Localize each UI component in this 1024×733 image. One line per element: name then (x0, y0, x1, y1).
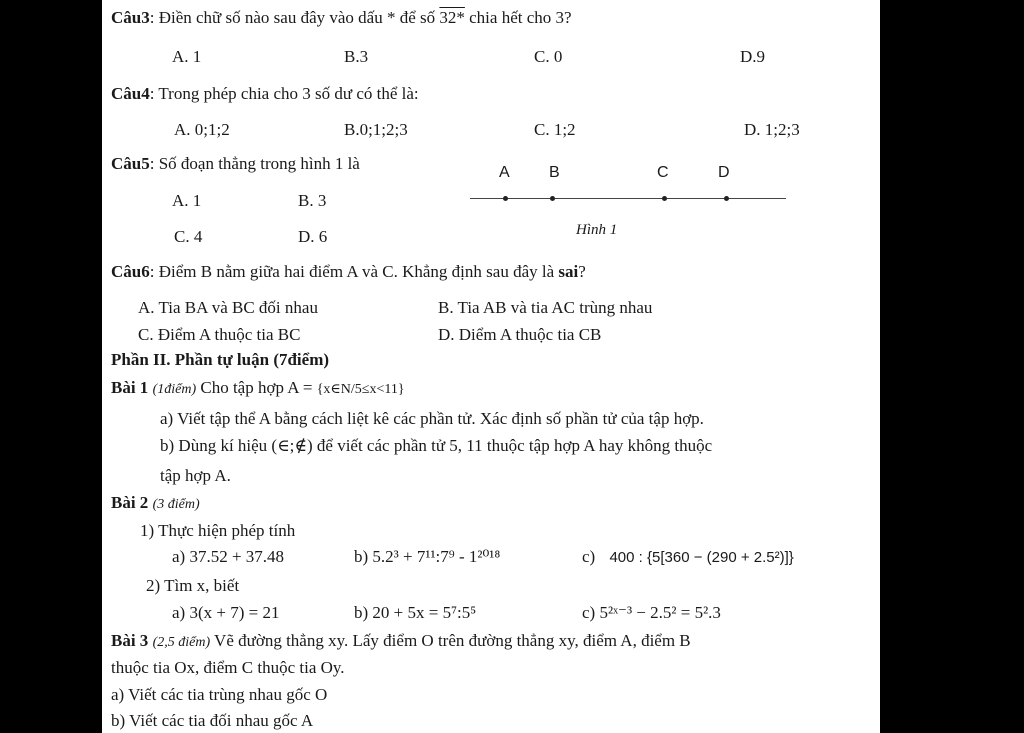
point-c (662, 196, 667, 201)
q3-option-b: B.3 (344, 47, 369, 66)
question-3 (111, 8, 572, 28)
exercise-2-1c-expr: 400 : {5[360 − (290 + 2.5²)]} (609, 549, 794, 566)
exercise-2-1b-expr: 5.2³ + 7¹¹:7⁹ - 1²⁰¹⁸ (372, 547, 501, 566)
exercise-2-1c-label: c) (582, 547, 596, 566)
exercise-2 (111, 493, 200, 515)
exercise-2-label: Bài 2 (111, 493, 149, 512)
q4-option-b: B.0;1;2;3 (344, 120, 408, 139)
worksheet-page (102, 0, 880, 733)
exercise-1-b: b) Dùng kí hiệu (∈;∉) để viết các phần tử 5, 11 thuộc tập hợp A hay không thuộc (160, 436, 713, 455)
exercise-1-label: Bài 1 (111, 378, 149, 397)
exercise-1-text: Cho tập hợp A = (196, 378, 317, 397)
exercise-2-2b: b) 20 + 5x = 5⁷:5⁵ (354, 603, 477, 622)
q3-option-d: D.9 (740, 47, 766, 66)
question-4-label: Câu4 (111, 84, 150, 103)
question-6-emphasis: sai (558, 262, 579, 281)
q5-option-b: B. 3 (298, 191, 327, 210)
exercise-3-text: Vẽ đường thẳng xy. Lấy điểm O trên đường thẳng xy, điểm A, điểm B (210, 631, 691, 650)
q6-option-c: C. Điểm A thuộc tia BC (138, 325, 301, 344)
exercise-3-label: Bài 3 (111, 631, 149, 650)
question-6-label: Câu6 (111, 262, 150, 281)
exercise-2-part-2: 2) Tìm x, biết (146, 576, 240, 595)
question-3-text-end: chia hết cho 3? (464, 8, 572, 27)
exercise-2-2c-expr: 5²ˣ⁻³ − 2.5² = 5².3 (599, 603, 721, 622)
exercise-3 (111, 631, 691, 653)
question-4 (111, 84, 419, 104)
point-b (550, 196, 555, 201)
q5-option-a: A. 1 (172, 191, 202, 210)
question-5-label: Câu5 (111, 154, 150, 173)
exercise-3-b: b) Viết các tia đối nhau gốc A (111, 711, 314, 730)
q4-option-d: D. 1;2;3 (744, 120, 800, 139)
figure-line (470, 198, 786, 199)
exercise-1-a: a) Viết tập thể A bằng cách liệt kê các phần tử. Xác định số phần tử của tập hợp. (160, 409, 704, 428)
q5-option-d: D. 6 (298, 227, 328, 246)
q6-option-d: D. Diểm A thuộc tia CB (438, 325, 602, 344)
set-definition: {x∈N/5≤x<11} (316, 382, 405, 397)
exercise-2-part-1: 1) Thực hiện phép tính (140, 521, 296, 540)
exercise-2-1c (582, 547, 794, 568)
q3-option-c: C. 0 (534, 47, 563, 66)
q5-option-c: C. 4 (174, 227, 203, 246)
exercise-1-b-cont: tập hợp A. (160, 466, 231, 485)
q4-option-a: A. 0;1;2 (174, 120, 230, 139)
question-6 (111, 262, 586, 282)
exercise-2-1b (354, 547, 500, 567)
exercise-2-score: (3 điểm) (152, 497, 200, 512)
question-6-text: : Điểm B nằm giữa hai điểm A và C. Khẳng định sau đây là (149, 262, 559, 281)
exercise-1-score: (1điểm) (152, 382, 197, 397)
overlined-number: 32* (439, 8, 465, 27)
exercise-2-1b-label: b) (354, 547, 373, 566)
exercise-2-2a: a) 3(x + 7) = 21 (172, 603, 280, 622)
q3-option-a: A. 1 (172, 47, 202, 66)
q4-option-c: C. 1;2 (534, 120, 576, 139)
point-label-b: B (549, 164, 560, 181)
question-3-label: Câu3 (111, 8, 150, 27)
point-d (724, 196, 729, 201)
question-3-text: : Điền chữ số nào sau đây vào dấu * để số (149, 8, 440, 27)
exercise-3-score: (2,5 điểm) (152, 635, 211, 650)
exercise-2-1a: a) 37.52 + 37.48 (172, 547, 285, 566)
point-label-d: D (718, 164, 730, 181)
exercise-1 (111, 378, 405, 400)
part-2-title: Phần II. Phần tự luận (7điểm) (111, 350, 330, 369)
point-label-a: A (499, 164, 510, 181)
q6-option-a: A. Tia BA và BC đối nhau (138, 298, 318, 317)
question-4-text: : Trong phép chia cho 3 số dư có thể là: (149, 84, 419, 103)
exercise-3-a: a) Viết các tia trùng nhau gốc O (111, 685, 328, 704)
exercise-3-text-cont: thuộc tia Ox, điểm C thuộc tia Oy. (111, 658, 345, 677)
question-5-text: : Số đoạn thẳng trong hình 1 là (149, 154, 360, 173)
q6-option-b: B. Tia AB và tia AC trùng nhau (438, 298, 653, 317)
point-label-c: C (657, 164, 669, 181)
point-a (503, 196, 508, 201)
question-6-end: ? (578, 262, 586, 281)
exercise-2-2c (582, 603, 721, 623)
figure-caption: Hình 1 (576, 222, 618, 238)
exercise-2-2c-label: c) (582, 603, 600, 622)
question-5 (111, 154, 360, 174)
